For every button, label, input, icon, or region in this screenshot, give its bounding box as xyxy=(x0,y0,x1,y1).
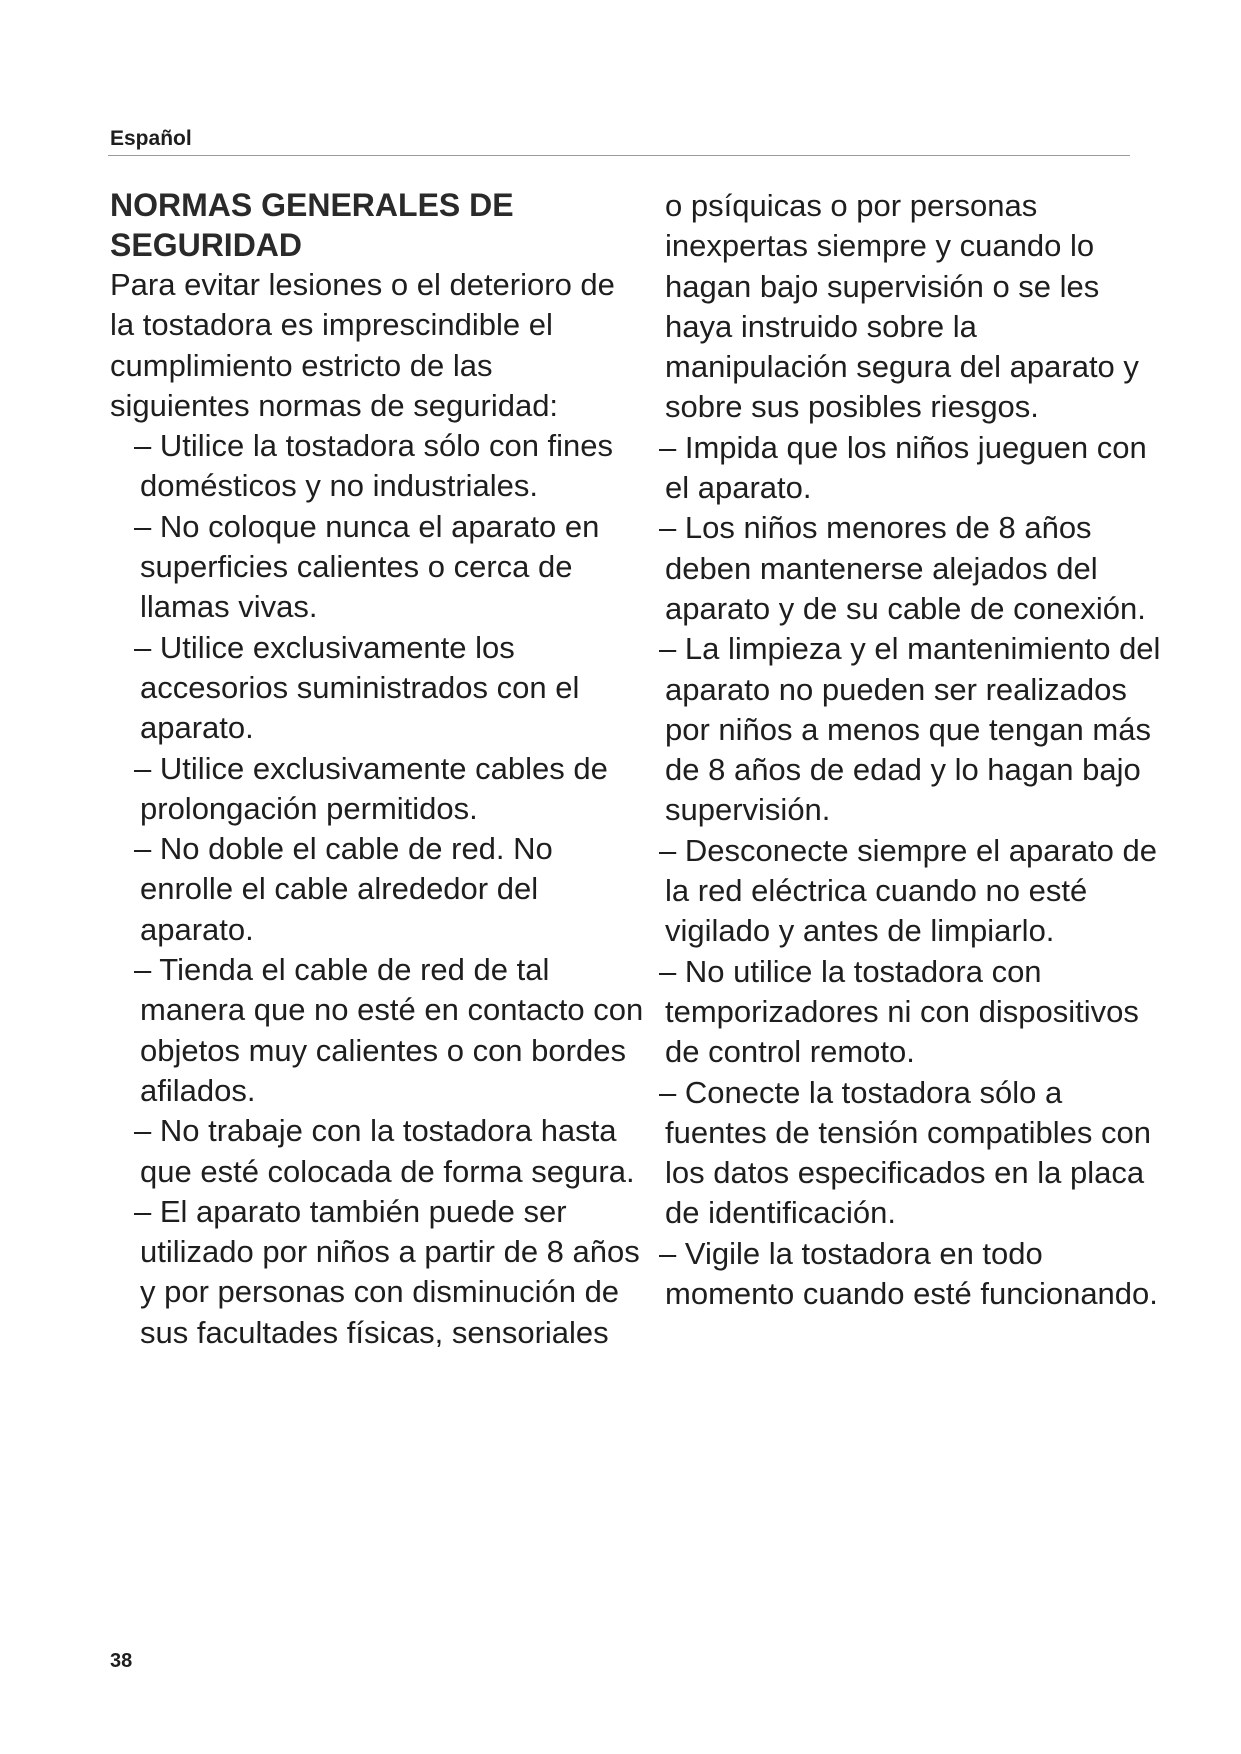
safety-rule: – Vigile la tostadora en todo momento cuando esté funcionando. xyxy=(659,1235,1158,1312)
section-intro: Para evitar lesiones o el deterioro de la tostadora es imprescindible el cumplimiento estricto de las siguientes normas de seguridad: xyxy=(110,267,615,423)
page-number: 38 xyxy=(110,1650,133,1672)
safety-rule: – La limpieza y el mantenimiento del aparato no pueden ser realizados por niños a menos que tengan más de 8 años de edad y lo hagan bajo supervisión. xyxy=(659,631,1161,828)
safety-rule: – Impida que los niños jueguen con el aparato. xyxy=(659,429,1147,506)
safety-rule: – No trabaje con la tostadora hasta que esté colocada de forma segura. xyxy=(134,1113,635,1189)
safety-rule: – Utilice la tostadora sólo con fines domésticos y no industriales. xyxy=(134,428,614,504)
safety-rule: – No utilice la tostadora con temporizadores ni con dispositivos de control remoto. xyxy=(659,953,1139,1070)
safety-rules-list-left xyxy=(134,426,650,1353)
header-language: Español xyxy=(110,127,192,150)
safety-rule: – Tienda el cable de red de tal manera que no esté en contacto con objetos muy calientes o con bordes afilados. xyxy=(134,952,644,1108)
safety-rule: – No doble el cable de red. No enrolle el cable alrededor del aparato. xyxy=(134,831,553,947)
safety-rule: – Desconecte siempre el aparato de la red eléctrica cuando no esté vigilado y antes de limpiarlo. xyxy=(659,832,1158,949)
safety-rule: – Utilice exclusivamente cables de prolongación permitidos. xyxy=(134,750,608,826)
safety-rule: – Los niños menores de 8 años deben mantenerse alejados del aparato y de su cable de conexión. xyxy=(659,510,1146,626)
safety-rule: – No coloque nunca el aparato en superficies calientes o cerca de llamas vivas. xyxy=(134,508,600,625)
safety-rule: – Utilice exclusivamente los accesorios suministrados con el aparato. xyxy=(134,629,580,746)
header-divider xyxy=(108,155,1130,156)
safety-rules-list-right xyxy=(659,428,1165,1315)
left-column xyxy=(110,185,644,1353)
section-title: NORMAS GENERALES DE SEGURIDAD xyxy=(110,187,514,263)
safety-rule: – Conecte la tostadora sólo a fuentes de tensión compatibles con los datos especificados en la placa de identificación. xyxy=(659,1074,1151,1231)
safety-rule: – El aparato también puede ser utilizado por niños a partir de 8 años y por personas con disminución de sus facultades físicas, sensoriales xyxy=(134,1193,640,1350)
right-column xyxy=(659,186,1165,1314)
safety-rule-continuation: o psíquicas o por personas inexpertas siempre y cuando lo hagan bajo supervisión o se les haya instruido sobre la manipulación segura del aparato y sobre sus posibles riesgos. xyxy=(665,188,1139,425)
